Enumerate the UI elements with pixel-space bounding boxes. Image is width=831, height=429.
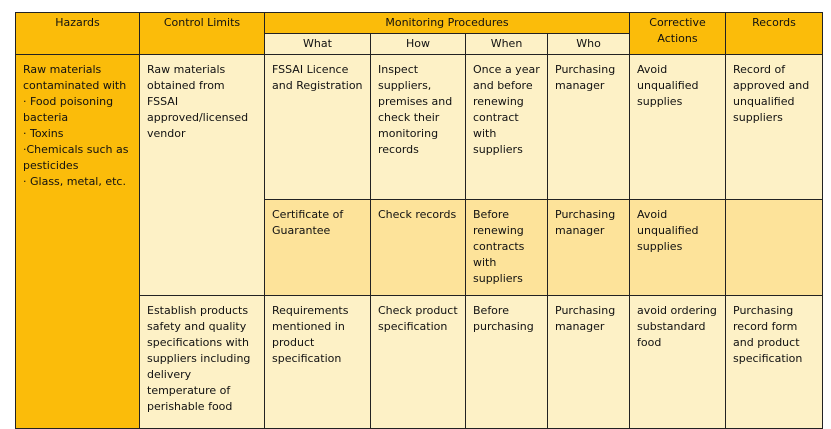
header-what: What (265, 34, 371, 55)
records-cell (726, 200, 823, 296)
header-records: Records (726, 13, 823, 55)
control-limit-cell: Raw materials obtained from FSSAI approved/licensed vendor (140, 55, 265, 296)
what-cell: Requirements mentioned in product specification (265, 296, 371, 429)
table-row (16, 55, 823, 200)
records-cell: Purchasing record form and product specification (726, 296, 823, 429)
when-cell: Once a year and before renewing contract with suppliers (466, 55, 548, 200)
corrective-cell: avoid ordering substandard food (630, 296, 726, 429)
header-hazards: Hazards (16, 13, 140, 55)
corrective-cell: Avoid unqualified supplies (630, 200, 726, 296)
who-cell: Purchasing manager (548, 55, 630, 200)
header-control-limits: Control Limits (140, 13, 265, 55)
header-corrective-actions: Corrective Actions (630, 13, 726, 55)
who-cell: Purchasing manager (548, 200, 630, 296)
how-cell: Inspect suppliers, premises and check their monitoring records (371, 55, 466, 200)
who-cell: Purchasing manager (548, 296, 630, 429)
header-who: Who (548, 34, 630, 55)
hazard-line: · Glass, metal, etc. (23, 175, 126, 188)
control-limit-cell: Establish products safety and quality specifications with suppliers including delivery temperature of perishable food (140, 296, 265, 429)
how-cell: Check records (371, 200, 466, 296)
hazard-line: · Toxins (23, 127, 64, 140)
what-cell: Certificate of Guarantee (265, 200, 371, 296)
header-monitoring-procedures: Monitoring Procedures (265, 13, 630, 34)
haccp-table (15, 12, 823, 429)
header-when: When (466, 34, 548, 55)
corrective-cell: Avoid unqualified supplies (630, 55, 726, 200)
what-cell: FSSAI Licence and Registration (265, 55, 371, 200)
records-cell: Record of approved and unqualified suppliers (726, 55, 823, 200)
header-row-1 (16, 13, 823, 34)
when-cell: Before purchasing (466, 296, 548, 429)
hazard-line: Raw materials contaminated with (23, 63, 127, 92)
header-how: How (371, 34, 466, 55)
hazard-line: · Food poisoning bacteria (23, 95, 114, 124)
when-cell: Before renewing contracts with suppliers (466, 200, 548, 296)
hazard-line: ·Chemicals such as pesticides (23, 143, 129, 172)
how-cell: Check product specification (371, 296, 466, 429)
hazard-cell (16, 55, 140, 429)
